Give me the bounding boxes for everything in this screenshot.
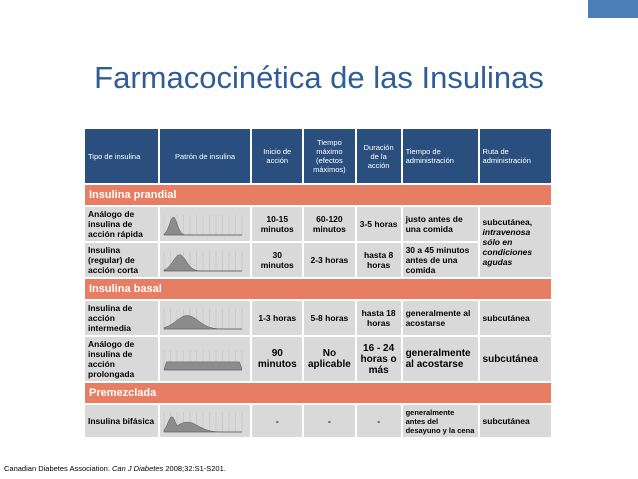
insulin-pattern-graph [160, 301, 251, 335]
insulin-pattern-graph [160, 405, 251, 437]
row-adm: generalmente al acostarse [403, 337, 478, 381]
pattern-curve [162, 247, 244, 273]
row-adm: 30 a 45 minutos antes de una comida [403, 243, 478, 277]
row-inicio: 90 minutos [252, 337, 302, 381]
table-header-row [85, 129, 551, 183]
row-ruta: subcutánea [480, 337, 551, 381]
citation-authors: Canadian Diabetes Association. [4, 464, 110, 473]
pattern-curve [162, 408, 244, 434]
row-inicio: 30 minutos [252, 243, 302, 277]
pattern-curve [162, 346, 244, 372]
ruta-italic: intravenosa sólo en condiciones agudas [482, 227, 533, 267]
section-row-premezclada [85, 383, 551, 403]
table-row [85, 301, 551, 335]
citation-rest: 2008;32:S1-S201. [165, 464, 226, 473]
row-ruta: subcutánea [480, 405, 551, 437]
row-duracion: 3-5 horas [357, 207, 401, 241]
row-duracion: hasta 18 horas [357, 301, 401, 335]
section-row-prandial [85, 185, 551, 205]
row-name: Insulina bifásica [85, 405, 158, 437]
row-duracion: hasta 8 horas [357, 243, 401, 277]
header-maximo: Tiempo máximo (efectos máximos) [304, 129, 355, 183]
header-tipo: Tipo de insulina [85, 129, 158, 183]
header-tiempo-adm: Tiempo de administración [403, 129, 478, 183]
table-row [85, 405, 551, 437]
pattern-curve [162, 305, 244, 331]
header-duracion: Duración de la acción [357, 129, 401, 183]
insulin-pattern-graph [160, 243, 251, 277]
row-adm: justo antes de una comida [403, 207, 478, 241]
header-inicio: Inicio de acción [252, 129, 302, 183]
section-label-prandial: Insulina prandial [85, 185, 551, 205]
header-ruta: Ruta de administración [480, 129, 551, 183]
corner-accent-bar [588, 0, 638, 18]
table-row [85, 337, 551, 381]
row-maximo: 2-3 horas [304, 243, 355, 277]
row-maximo: 5-8 horas [304, 301, 355, 335]
table-row [85, 207, 551, 241]
row-name: Análogo de insulina de acción prolongada [85, 337, 158, 381]
section-label-basal: Insulina basal [85, 279, 551, 299]
row-inicio: 10-15 minutos [252, 207, 302, 241]
row-name: Insulina de acción intermedia [85, 301, 158, 335]
row-adm: generalmente antes del desayuno y la cena [403, 405, 478, 437]
section-row-basal [85, 279, 551, 299]
insulin-pattern-graph [160, 207, 251, 241]
row-maximo: - [304, 405, 355, 437]
insulin-table [83, 127, 553, 439]
row-name: Análogo de insulina de acción rápida [85, 207, 158, 241]
row-name: Insulina (regular) de acción corta [85, 243, 158, 277]
insulin-pattern-graph [160, 337, 251, 381]
page-title: Farmacocinética de las Insulinas [94, 60, 544, 95]
row-inicio: - [252, 405, 302, 437]
row-maximo: 60-120 minutos [304, 207, 355, 241]
citation-journal: Can J Diabetes [112, 464, 164, 473]
row-ruta-prandial [480, 207, 551, 277]
header-patron: Patrón de insulina [160, 129, 251, 183]
section-label-premezclada: Premezclada [85, 383, 551, 403]
row-inicio: 1-3 horas [252, 301, 302, 335]
row-duracion: - [357, 405, 401, 437]
citation [4, 464, 226, 473]
ruta-main: subcutánea, [482, 217, 533, 227]
row-duracion: 16 - 24 horas o más [357, 337, 401, 381]
row-adm: generalmente al acostarse [403, 301, 478, 335]
row-ruta: subcutánea [480, 301, 551, 335]
row-maximo: No aplicable [304, 337, 355, 381]
pattern-curve [162, 211, 244, 237]
